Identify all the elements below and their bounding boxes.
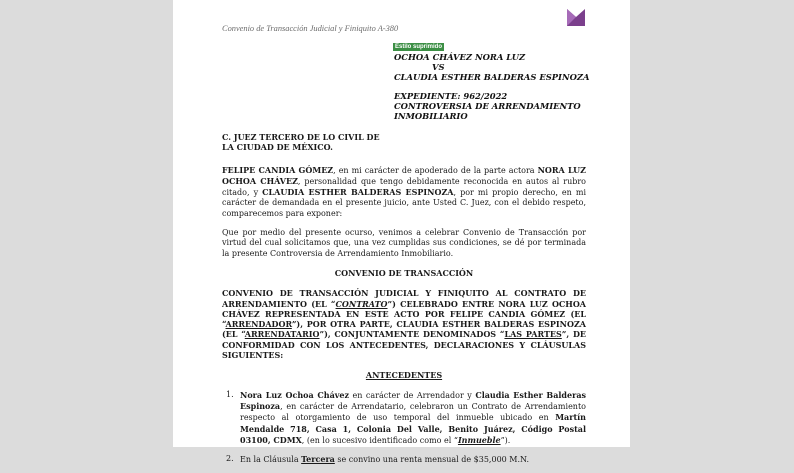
document-header: Convenio de Transacción Judicial y Finiquito A-380: [222, 24, 399, 33]
addressee: [222, 132, 586, 153]
party-demandada: CLAUDIA ESTHER BALDERAS ESPINOZA: [394, 72, 590, 82]
name-felipe: FELIPE CANDIA GÓMEZ: [222, 164, 334, 175]
document-body: [222, 132, 586, 473]
section-title: CONVENIO DE TRANSACCIÓN: [334, 267, 474, 278]
item2-text-a: En la Cláusula: [240, 455, 302, 465]
expediente-number: EXPEDIENTE: 962/2022: [394, 91, 508, 101]
party-vs: VS: [432, 62, 445, 72]
document-page: [173, 0, 630, 465]
convenio-text-e: ”, DE CONFORMIDAD CON LOS ANTECEDENTES, DECLARACIONES Y CLÁUSULAS SIGUIENTES:: [222, 329, 586, 361]
convenio-paragraph: [222, 288, 586, 360]
item-name-claudia: Claudia Esther Balderas Espinoza: [240, 389, 587, 411]
term-arrendatario: ARRENDATARIO: [244, 329, 320, 340]
brand-logo-icon: [567, 9, 585, 26]
item-text-1: en carácter de Arrendador y: [349, 390, 476, 400]
list-item: [226, 389, 587, 446]
convenio-text-b: ”) CELEBRADO ENTRE NORA LUZ OCHOA CHÁVEZ REPRESENTADA EN ESTE ACTO POR FELIPE CANDIA GÓMEZ (EL “: [222, 298, 587, 330]
intro-text-1: , en mi carácter de apoderado de la parte actora: [333, 165, 538, 175]
term-partes: LAS PARTES: [504, 329, 562, 340]
party-actora: OCHOA CHÁVEZ NORA LUZ: [394, 52, 526, 62]
list-item: [226, 454, 586, 465]
term-inmueble: Inmueble: [457, 434, 501, 445]
item-text-3: , (en lo sucesivo identificado como el “: [301, 435, 458, 445]
antecedentes-title: ANTECEDENTES: [365, 370, 443, 381]
item2-text-b: se convino una renta mensual de $35,000 M.N.: [334, 455, 530, 465]
expediente-materia-1: CONTROVERSIA DE ARRENDAMIENTO: [394, 101, 581, 111]
name-nora: NORA LUZ OCHOA CHÁVEZ: [222, 164, 586, 186]
item-text-4: ”).: [500, 435, 511, 445]
parties-block: [394, 52, 590, 82]
intro-text-3: , por mi propio derecho, en mi carácter de demandada en el presente juicio, ante Usted C. Juez, con el debido respeto, comparecemos para exponer:: [222, 188, 587, 218]
antecedentes-list: [222, 390, 586, 466]
item-name-nora: Nora Luz Ochoa Chávez: [240, 389, 350, 400]
style-tag-badge: Estilo suprimido: [395, 44, 443, 50]
convenio-text-c: ”), POR OTRA PARTE, CLAUDIA ESTHER BALDERAS ESPINOZA (EL “: [222, 319, 586, 340]
list-number: 2.: [226, 454, 234, 464]
purpose-paragraph: Que por medio del presente ocurso, venimos a celebrar Convenio de Transacción por virtud del cual solicitamos que, una vez cumplidas sus condiciones, se dé por terminada la presente Controversia de Arrendamiento Inmobiliario.: [222, 228, 586, 258]
item-address: Martín Mendalde 718, Casa 1, Colonia Del Valle, Benito Juárez, Código Postal 03100, CDMX: [240, 412, 586, 445]
convenio-text-d: ”), CONJUNTAMENTE DENOMINADOS “: [319, 329, 505, 340]
intro-paragraph: [222, 165, 586, 219]
intro-text-2: , personalidad que tengo debidamente reconocida en autos al rubro citado, y: [222, 176, 586, 198]
item-text-2: , en carácter de Arrendatario, celebraron un Contrato de Arrendamiento respecto al otorgamiento de uso temporal del inmueble ubicado en: [240, 401, 586, 423]
name-claudia: CLAUDIA ESTHER BALDERAS ESPINOZA: [262, 187, 454, 198]
expediente-block: [394, 91, 581, 121]
list-number: 1.: [226, 389, 234, 399]
term-tercera: Tercera: [301, 454, 335, 465]
expediente-materia-2: INMOBILIARIO: [394, 111, 468, 121]
term-contrato: CONTRATO: [335, 298, 388, 309]
term-arrendador: ARRENDADOR: [225, 319, 292, 330]
convenio-text-a: CONVENIO DE TRANSACCIÓN JUDICIAL Y FINIQUITO AL CONTRATO DE ARRENDAMIENTO (EL “: [222, 288, 586, 309]
addressee-line-1: C. JUEZ TERCERO DE LO CIVIL DE: [222, 132, 380, 142]
addressee-line-2: LA CIUDAD DE MÉXICO.: [222, 142, 333, 153]
